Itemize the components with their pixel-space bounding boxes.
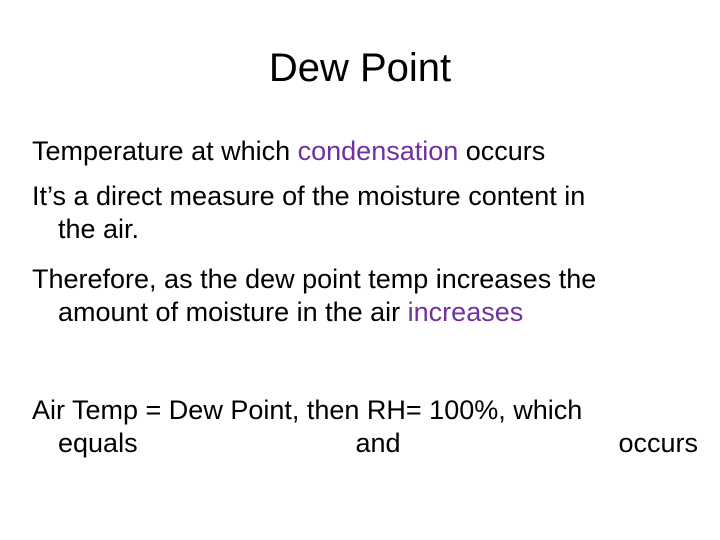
moisture-measure-line-2: the air.: [58, 214, 140, 244]
saturation-word-and: and: [355, 428, 401, 458]
moisture-measure-paragraph: [32, 180, 704, 246]
saturation-word-occurs: occurs: [618, 428, 698, 458]
relationship-line-2: [32, 296, 704, 329]
saturation-paragraph: [32, 394, 704, 460]
relationship-text-before: amount of moisture in the air: [58, 297, 408, 327]
saturation-line-1: Air Temp = Dew Point, then RH= 100%, which: [32, 395, 583, 425]
definition-text-before: Temperature at which: [32, 136, 298, 166]
definition-paragraph: [32, 135, 704, 168]
relationship-line-1: Therefore, as the dew point temp increases the: [32, 264, 597, 294]
saturation-word-equals: equals: [58, 428, 138, 458]
increases-highlight: increases: [407, 297, 524, 327]
moisture-measure-line-1: It’s a direct measure of the moisture content in: [32, 181, 586, 211]
slide-title: Dew Point: [268, 46, 452, 90]
saturation-line-2: [32, 427, 704, 460]
definition-text-after: occurs: [458, 136, 546, 166]
definition-line: [32, 135, 704, 168]
relationship-paragraph: [32, 263, 704, 329]
condensation-highlight: condensation: [297, 136, 459, 166]
